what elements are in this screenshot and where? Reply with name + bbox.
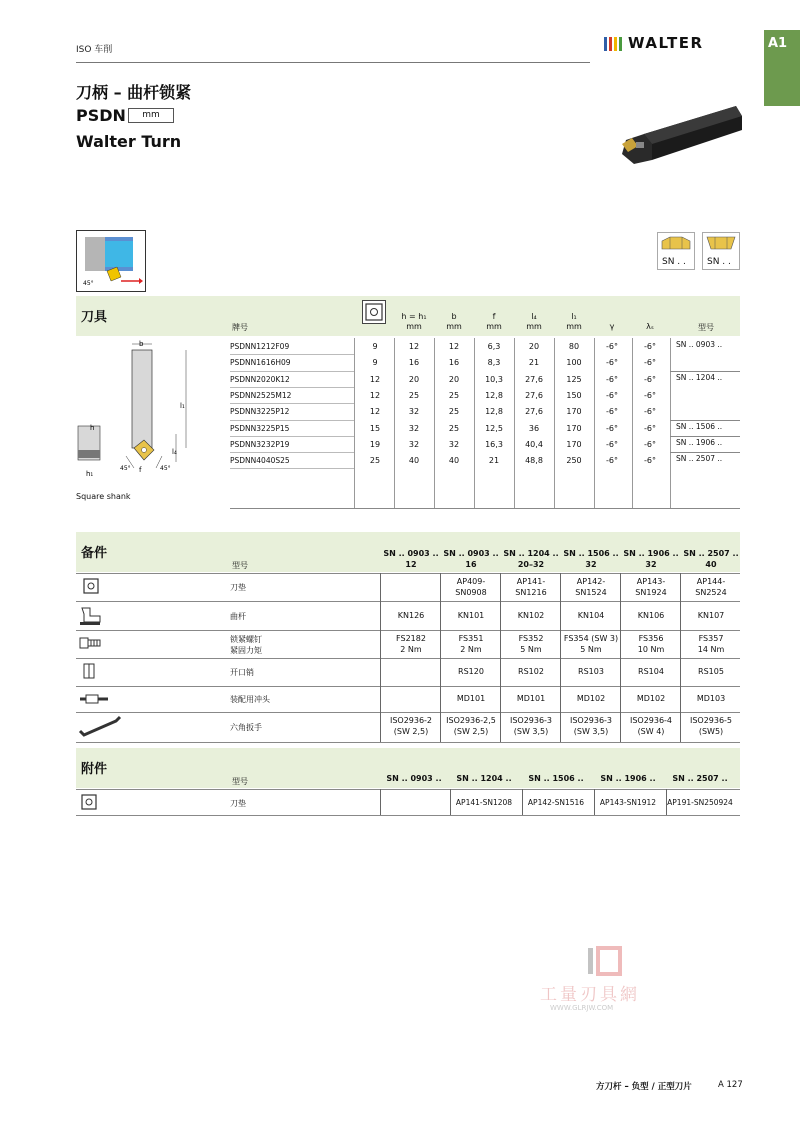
spare-col-type: SN .. 0903 .. [443, 549, 499, 558]
row-rule [76, 815, 740, 816]
spare-value-2: 10 Nm [637, 645, 665, 654]
screw-icon [78, 633, 100, 655]
spare-col-size: 20–32 [517, 560, 545, 569]
tool-cell-h: 32 [408, 439, 420, 449]
insert-type: SN .. 1204 .. [676, 372, 723, 382]
spare-value: AP409- [456, 577, 486, 586]
row-rule [76, 573, 740, 574]
insert-type: SN .. 2507 .. [676, 454, 723, 464]
watermark [540, 946, 670, 1016]
spare-value: AP144- [696, 577, 726, 586]
type-rule [670, 371, 740, 372]
spare-value: KN102 [517, 610, 545, 620]
shank-label: Square shank [76, 492, 131, 501]
dim-b: b [139, 340, 144, 348]
tool-designation: PSDNN1212F09 [230, 342, 290, 351]
tool-cell-f: 10,3 [485, 374, 503, 384]
col-rule [440, 573, 441, 742]
tool-cell-lambda: -6° [644, 390, 656, 400]
tool-cell-f: 12,8 [485, 407, 503, 417]
tools-section-title: 刀具 [81, 310, 108, 325]
row-rule [76, 630, 740, 631]
spare-value-2: SN2524 [695, 588, 727, 597]
table-bottom-rule [230, 508, 740, 509]
page-title: 刀柄 – 曲杆锁紧 [76, 83, 192, 102]
spare-value: FS352 [518, 634, 544, 643]
tool-cell-b: 25 [448, 423, 460, 433]
tool-cell-b: 20 [448, 374, 460, 384]
tool-cell-f: 21 [488, 456, 500, 466]
spare-value: ISO2936-2 [389, 716, 433, 725]
spare-value: FS351 [458, 634, 484, 643]
tool-cell-gamma: -6° [606, 423, 618, 433]
tool-cell-size: 19 [369, 439, 381, 449]
spare-name: 锁紧螺钉 [230, 635, 262, 644]
type-rule [670, 436, 740, 437]
row-rule [230, 371, 354, 372]
spare-name: 装配用冲头 [230, 695, 270, 704]
spare-value: ISO2936-5 [689, 716, 733, 725]
row-rule [230, 468, 354, 469]
dim-f: f [139, 466, 142, 474]
tool-cell-l4: 27,6 [525, 407, 543, 417]
tool-cell-lambda: -6° [644, 358, 656, 368]
brand-name: WALTER [628, 34, 704, 52]
accessories-section-title: 附件 [81, 762, 108, 777]
spare-value-2: (SW 2,5) [453, 727, 489, 736]
product-code: PSDN [76, 106, 126, 125]
insert-type: SN .. 1506 .. [676, 421, 723, 431]
spare-name-2: 紧固力矩 [230, 646, 262, 655]
footer-section: 方刀杆 – 负型 / 正型刀片 [596, 1082, 692, 1092]
spare-col-type: SN .. 1906 .. [623, 549, 679, 558]
square-insert-icon [362, 300, 386, 324]
spare-col-type: SN .. 1204 .. [503, 549, 559, 558]
spare-value: AP142- [576, 577, 606, 586]
tool-cell-gamma: -6° [606, 456, 618, 466]
spare-value: ISO2936-2,5 [446, 716, 496, 725]
tool-cell-b: 32 [448, 439, 460, 449]
tool-cell-l1: 170 [566, 423, 582, 433]
spare-value-2: (SW 4) [637, 727, 665, 736]
row-rule [76, 789, 740, 790]
spare-col-size: 16 [465, 560, 477, 569]
spare-value: FS2182 [396, 634, 426, 643]
tool-designation: PSDNN1616H09 [230, 358, 291, 368]
acc-name: 刀垫 [230, 799, 246, 808]
tool-cell-l1: 125 [566, 374, 582, 384]
accessories-type-label: 型号 [232, 777, 248, 786]
spare-value-2: (SW 3,5) [573, 727, 609, 736]
spare-value-2: SN1524 [575, 588, 607, 597]
col-b: b [451, 312, 457, 321]
insert-type-icon [702, 232, 740, 270]
spare-name: 开口销 [230, 668, 254, 677]
tool-cell-l1: 170 [566, 439, 582, 449]
col-rule [554, 338, 555, 508]
col-type: 型号 [698, 323, 714, 332]
spare-value: RS104 [638, 667, 664, 676]
tool-cell-gamma: -6° [606, 407, 618, 417]
col-rule [670, 338, 671, 508]
spare-value-2: 2 Nm [400, 645, 422, 654]
shim-icon [78, 792, 100, 814]
tool-cell-l4: 36 [528, 423, 540, 433]
spare-value: RS102 [518, 667, 544, 676]
spare-name: 曲杆 [230, 611, 246, 621]
spare-col-size: 40 [705, 560, 717, 569]
tool-cell-l1: 170 [566, 407, 582, 417]
tool-designation: PSDNN3232P19 [230, 439, 290, 449]
pin-icon [78, 661, 100, 683]
tool-cell-h: 12 [408, 342, 420, 351]
row-rule [230, 452, 354, 453]
spare-value-2: 5 Nm [520, 645, 542, 654]
row-rule [76, 742, 740, 743]
tool-cell-gamma: -6° [606, 439, 618, 449]
unit-f: mm [486, 322, 502, 331]
insert-type-icon [657, 232, 695, 270]
acc-col-type: SN .. 1506 .. [528, 774, 584, 783]
spare-value-2: SN1924 [635, 588, 667, 597]
spare-value: AP141- [516, 577, 546, 586]
logo-bar [604, 37, 607, 51]
tool-dimension-diagram [76, 338, 196, 478]
watermark-logo-icon [584, 946, 624, 978]
row-rule [230, 436, 354, 437]
spare-value: KN104 [577, 610, 605, 620]
col-f: f [492, 312, 496, 321]
spare-col-type: SN .. 1506 .. [563, 549, 619, 558]
unit-l4: mm [526, 322, 542, 331]
col-rule [666, 789, 667, 815]
col-rule [632, 338, 633, 508]
spare-value: KN126 [397, 610, 425, 620]
dim-angle-2: 45° [160, 465, 171, 472]
acc-value: AP191-SN250924 [667, 798, 733, 807]
acc-value: AP143-SN1912 [599, 798, 657, 807]
acc-col-type: SN .. 0903 .. [386, 774, 442, 783]
spare-value-2: 2 Nm [460, 645, 482, 654]
col-lambda: λₛ [646, 322, 654, 331]
col-h: h = h₁ [401, 312, 427, 321]
row-rule [76, 658, 740, 659]
spare-value-2: SN1216 [515, 588, 547, 597]
row-rule [230, 420, 354, 421]
tool-cell-l1: 80 [568, 342, 580, 351]
logo-bar [619, 37, 622, 51]
tool-cell-l1: 100 [566, 358, 582, 368]
spare-col-type: SN .. 2507 .. [683, 549, 739, 558]
acc-col-type: SN .. 1204 .. [456, 774, 512, 783]
brand-logo [602, 34, 740, 56]
spare-value: ISO2936-3 [569, 716, 613, 725]
spare-name: 六角扳手 [230, 723, 262, 732]
col-gamma: γ [609, 322, 615, 331]
spare-value: RS105 [698, 667, 724, 676]
tool-cell-h: 32 [408, 407, 420, 417]
row-rule [230, 354, 354, 355]
spare-value-2: (SW 3,5) [513, 727, 549, 736]
insert-type-label: SN . . [707, 257, 731, 267]
punch-icon [78, 689, 122, 711]
type-rule [670, 452, 740, 453]
spare-col-size: 12 [405, 560, 417, 569]
row-rule [230, 387, 354, 388]
tool-cell-size: 12 [369, 407, 381, 417]
spares-type-label: 型号 [232, 561, 248, 570]
tool-cell-lambda: -6° [644, 439, 656, 449]
col-rule [500, 573, 501, 742]
spare-value-2: 14 Nm [697, 645, 725, 654]
insert-type-label: SN . . [662, 257, 686, 267]
col-rule [522, 789, 523, 815]
insert-type: SN .. 1906 .. [676, 437, 723, 447]
unit-b: mm [446, 322, 462, 331]
dim-angle: 45° [120, 465, 131, 472]
acc-col-type: SN .. 2507 .. [672, 774, 728, 783]
lever-icon [78, 604, 100, 626]
dim-h1: h₁ [86, 470, 94, 478]
tool-cell-size: 9 [372, 358, 378, 368]
spare-value: AP143- [636, 577, 666, 586]
spare-value: MD101 [456, 694, 486, 703]
spare-value: KN106 [637, 610, 665, 620]
spare-value: ISO2936-3 [509, 716, 553, 725]
tool-cell-lambda: -6° [644, 407, 656, 417]
tool-cell-b: 16 [448, 358, 460, 368]
row-rule [76, 712, 740, 713]
tool-cell-b: 25 [448, 407, 460, 417]
spare-value: FS354 (SW 3) [563, 634, 619, 643]
tool-cell-f: 16,3 [485, 439, 503, 449]
row-rule [76, 601, 740, 602]
tool-cell-lambda: -6° [644, 456, 656, 466]
spare-value-2: 5 Nm [580, 645, 602, 654]
spare-value: MD101 [516, 694, 546, 703]
spare-value: MD102 [636, 694, 666, 703]
spare-value: FS357 [698, 634, 724, 643]
tool-cell-lambda: -6° [644, 374, 656, 384]
svg-text:45°: 45° [83, 280, 94, 287]
spare-value: FS356 [638, 634, 664, 643]
col-rule [474, 338, 475, 508]
col-rule [450, 789, 451, 815]
type-rule [670, 420, 740, 421]
watermark-text: 工量刃具網 [540, 985, 640, 1005]
col-rule [594, 789, 595, 815]
col-rule [354, 338, 355, 508]
tool-cell-l4: 20 [528, 342, 540, 351]
logo-bar [609, 37, 612, 51]
tool-designation: PSDNN4040S25 [230, 456, 290, 466]
tool-cell-l1: 250 [566, 456, 582, 466]
spare-name: 刀垫 [230, 583, 246, 592]
tool-cell-size: 12 [369, 390, 381, 400]
tool-cell-gamma: -6° [606, 342, 618, 351]
col-rule [594, 338, 595, 508]
application-diagram [76, 230, 146, 292]
tool-cell-l4: 40,4 [525, 439, 543, 449]
dim-h: h [90, 424, 95, 432]
col-l4: l₄ [531, 312, 537, 321]
page-number: A 127 [718, 1080, 743, 1090]
dim-l1: l₁ [180, 402, 185, 410]
product-line: Walter Turn [76, 132, 182, 151]
spare-value: MD102 [576, 694, 606, 703]
tool-designation: PSDNN2525M12 [230, 390, 292, 400]
spare-value: MD103 [696, 694, 726, 703]
acc-value: AP141-SN1208 [455, 798, 513, 807]
spare-value: KN107 [697, 610, 725, 620]
tool-cell-b: 12 [448, 342, 460, 351]
tool-cell-f: 8,3 [487, 358, 501, 368]
col-rule [620, 573, 621, 742]
col-rule [680, 573, 681, 742]
section-label: ISO 车削 [76, 45, 113, 55]
col-l1: l₁ [571, 312, 577, 321]
tool-cell-size: 9 [372, 342, 378, 351]
spare-value: RS120 [458, 667, 484, 676]
spare-value-2: SN0908 [455, 588, 487, 597]
col-rule [514, 338, 515, 508]
tool-holder-image [616, 104, 746, 168]
unit-badge: mm [128, 108, 174, 123]
tool-cell-size: 15 [369, 423, 381, 433]
unit-l1: mm [566, 322, 582, 331]
tool-cell-gamma: -6° [606, 390, 618, 400]
tool-cell-f: 12,8 [485, 390, 503, 400]
header-rule [76, 62, 590, 63]
tool-cell-l4: 21 [528, 358, 540, 368]
tool-cell-gamma: -6° [606, 374, 618, 384]
shim-icon [78, 576, 100, 598]
spare-value-2: (SW 2,5) [393, 727, 429, 736]
tool-designation: PSDNN3225P15 [230, 423, 290, 433]
tool-designation: PSDNN3225P12 [230, 407, 290, 417]
dim-l4: l₄ [172, 448, 177, 456]
col-rule [380, 789, 381, 815]
col-designation: 牌号 [232, 323, 248, 332]
col-rule [380, 573, 381, 742]
tool-cell-b: 25 [448, 390, 460, 400]
spare-value: ISO2936-4 [629, 716, 673, 725]
row-rule [76, 686, 740, 687]
unit-h: mm [406, 322, 422, 331]
tool-cell-l1: 150 [566, 390, 582, 400]
spare-col-size: 32 [585, 560, 597, 569]
tool-cell-lambda: -6° [644, 423, 656, 433]
spare-col-size: 32 [645, 560, 657, 569]
spare-value: KN101 [457, 610, 485, 620]
acc-col-type: SN .. 1906 .. [600, 774, 656, 783]
tool-cell-h: 32 [408, 423, 420, 433]
tool-designation: PSDNN2020K12 [230, 374, 290, 384]
col-rule [560, 573, 561, 742]
acc-value: AP142-SN1516 [527, 798, 585, 807]
tool-cell-lambda: -6° [644, 342, 656, 351]
tool-cell-size: 25 [369, 456, 381, 466]
tool-cell-size: 12 [369, 374, 381, 384]
tool-cell-h: 40 [408, 456, 420, 466]
tool-cell-f: 6,3 [487, 342, 501, 351]
spare-col-type: SN .. 0903 .. [383, 549, 439, 558]
row-rule [230, 403, 354, 404]
spares-section-title: 备件 [81, 546, 108, 561]
tool-cell-l4: 27,6 [525, 374, 543, 384]
tool-cell-h: 25 [408, 390, 420, 400]
spare-value: RS103 [578, 667, 604, 676]
tool-cell-l4: 48,8 [525, 456, 543, 466]
watermark-url: WWW.GLRJW.COM [550, 1004, 614, 1012]
col-rule [394, 338, 395, 508]
tool-cell-gamma: -6° [606, 358, 618, 368]
logo-bar [614, 37, 617, 51]
insert-type: SN .. 0903 .. [676, 340, 723, 349]
tool-cell-b: 40 [448, 456, 460, 466]
spare-value-2: (SW5) [698, 727, 724, 736]
tool-cell-l4: 27,6 [525, 390, 543, 400]
col-rule [434, 338, 435, 508]
tool-cell-h: 20 [408, 374, 420, 384]
tool-cell-f: 12,5 [485, 423, 503, 433]
page-tab: A1 [764, 30, 800, 106]
tool-cell-h: 16 [408, 358, 420, 368]
hex-key-icon [78, 715, 122, 737]
